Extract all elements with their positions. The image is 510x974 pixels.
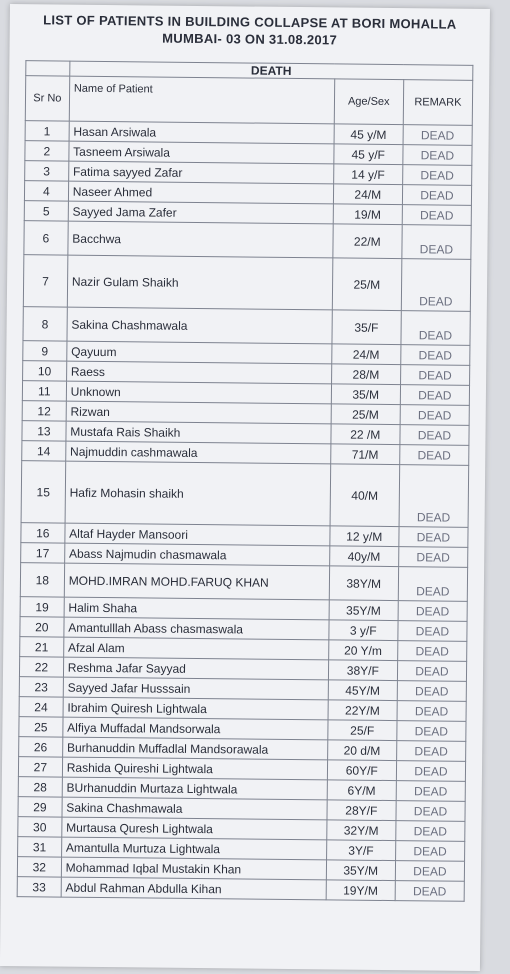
patient-name-cell: Amantulla Murtuza Lightwala — [61, 837, 326, 860]
table-row — [17, 877, 464, 902]
age-sex-cell: 12 y/M — [330, 526, 399, 547]
patient-name-cell: Tasneem Arsiwala — [69, 141, 334, 164]
patient-name-cell: Burhanuddin Muffadlal Mandsorawala — [62, 737, 327, 760]
sr-cell: 27 — [18, 757, 62, 777]
age-sex-cell: 32Y/M — [326, 820, 395, 841]
remark-cell: DEAD — [398, 601, 467, 622]
sr-cell: 31 — [18, 837, 62, 857]
sr-cell: 32 — [17, 857, 61, 877]
remark-cell: DEAD — [395, 861, 464, 882]
sr-cell: 12 — [22, 401, 66, 421]
remark-cell: DEAD — [400, 425, 469, 446]
section-heading: DEATH — [70, 61, 473, 80]
table-row — [23, 255, 471, 312]
age-sex-cell: 22 /M — [331, 424, 400, 445]
patient-name-cell: Naseer Ahmed — [68, 181, 333, 204]
patient-name-cell: Sayyed Jafar Husssain — [63, 677, 328, 700]
age-sex-cell: 45 y/M — [334, 124, 403, 145]
sr-cell: 13 — [22, 421, 66, 441]
remark-cell: DEAD — [402, 185, 471, 206]
age-sex-cell: 35Y/M — [326, 860, 395, 881]
sr-cell: 9 — [23, 341, 67, 361]
age-sex-cell: 71/M — [330, 444, 399, 465]
table-row — [23, 307, 470, 346]
patient-name-cell: Mustafa Rais Shaikh — [66, 421, 331, 444]
remark-cell: DEAD — [396, 781, 465, 802]
age-sex-cell: 40/M — [330, 464, 400, 527]
patient-name-cell: Sakina Chashmawala — [62, 797, 327, 820]
column-header-age: Age/Sex — [334, 79, 404, 125]
remark-cell: DEAD — [398, 567, 468, 602]
patients-table — [17, 60, 474, 902]
remark-cell: DEAD — [400, 445, 469, 466]
patient-name-cell: Raess — [66, 361, 331, 384]
remark-cell: DEAD — [400, 385, 469, 406]
document-title: LIST OF PATIENTS IN BUILDING COLLAPSE AT BORI MOHALLA — [43, 12, 457, 32]
patient-name-cell: Abdul Rahman Abdulla Kihan — [61, 877, 326, 900]
sr-cell: 28 — [18, 777, 62, 797]
document-subtitle: MUMBAI- 03 ON 31.08.2017 — [162, 30, 338, 48]
remark-cell: DEAD — [401, 259, 471, 312]
column-header-sr: Sr No — [25, 76, 69, 121]
remark-cell: DEAD — [395, 841, 464, 862]
sr-cell: 21 — [20, 637, 64, 657]
sr-cell: 25 — [19, 717, 63, 737]
age-sex-cell: 45 y/F — [334, 144, 403, 165]
patient-name-cell: Qayuum — [67, 341, 332, 364]
remark-cell: DEAD — [403, 125, 472, 146]
column-header-name: Name of Patient — [69, 76, 334, 124]
sr-cell: 7 — [23, 255, 67, 307]
age-sex-cell: 25/F — [328, 720, 397, 741]
patient-name-cell: MOHD.IMRAN MOHD.FARUQ KHAN — [64, 563, 329, 600]
age-sex-cell: 20 Y/m — [328, 640, 397, 661]
column-header-remark: REMARK — [403, 80, 473, 126]
sr-cell: 15 — [21, 461, 65, 523]
age-sex-cell: 28/M — [331, 364, 400, 385]
table-row — [20, 563, 467, 602]
remark-cell: DEAD — [397, 641, 466, 662]
age-sex-cell: 19Y/M — [326, 880, 395, 901]
patient-name-cell: Abass Najmudin chasmawala — [64, 543, 329, 566]
remark-cell: DEAD — [396, 821, 465, 842]
patient-name-cell: Sakina Chashmawala — [67, 307, 332, 344]
remark-cell: DEAD — [396, 741, 465, 762]
table-row — [24, 221, 471, 260]
patient-name-cell: Fatima sayyed Zafar — [68, 161, 333, 184]
age-sex-cell: 3Y/F — [326, 840, 395, 861]
sr-cell: 14 — [22, 441, 66, 461]
age-sex-cell: 35/F — [332, 310, 401, 345]
sr-cell: 10 — [23, 361, 67, 381]
patient-name-cell: Afzal Alam — [63, 637, 328, 660]
age-sex-cell: 22/M — [333, 224, 402, 259]
remark-cell: DEAD — [397, 681, 466, 702]
blank-cell — [26, 61, 70, 76]
age-sex-cell: 38Y/F — [328, 660, 397, 681]
age-sex-cell: 38Y/M — [329, 566, 398, 601]
patient-name-cell: Hafiz Mohasin shaikh — [65, 461, 331, 526]
age-sex-cell: 14 y/F — [333, 164, 402, 185]
age-sex-cell: 35Y/M — [329, 600, 398, 621]
sr-cell: 8 — [23, 307, 67, 341]
sr-cell: 16 — [21, 523, 65, 543]
age-sex-cell: 35/M — [331, 384, 400, 405]
age-sex-cell: 45Y/M — [328, 680, 397, 701]
sr-cell: 1 — [25, 121, 69, 141]
sr-cell: 33 — [17, 877, 61, 897]
patient-name-cell: Halim Shaha — [64, 597, 329, 620]
age-sex-cell: 25/M — [331, 404, 400, 425]
patient-name-cell: Amantulllah Abass chasmaswala — [64, 617, 329, 640]
patient-name-cell: Rizwan — [66, 401, 331, 424]
remark-cell: DEAD — [403, 145, 472, 166]
remark-cell: DEAD — [401, 311, 471, 346]
sr-cell: 5 — [24, 201, 68, 221]
sr-cell: 26 — [19, 737, 63, 757]
sr-cell: 2 — [25, 141, 69, 161]
patient-name-cell: Sayyed Jama Zafer — [68, 201, 333, 224]
patient-name-cell: Najmuddin cashmawala — [65, 441, 330, 464]
table-row — [21, 461, 469, 528]
patient-name-cell: Nazir Gulam Shaikh — [67, 255, 332, 310]
age-sex-cell: 40y/M — [329, 546, 398, 567]
sr-cell: 29 — [18, 797, 62, 817]
remark-cell: DEAD — [398, 621, 467, 642]
patient-name-cell: Reshma Jafar Sayyad — [63, 657, 328, 680]
document-page — [0, 4, 490, 971]
patient-name-cell: Alfiya Muffadal Mandsorwala — [63, 717, 328, 740]
age-sex-cell: 60Y/F — [327, 760, 396, 781]
remark-cell: DEAD — [397, 661, 466, 682]
remark-cell: DEAD — [398, 547, 467, 568]
sr-cell: 19 — [20, 597, 64, 617]
sr-cell: 23 — [19, 677, 63, 697]
remark-cell: DEAD — [399, 465, 469, 528]
remark-cell: DEAD — [397, 701, 466, 722]
age-sex-cell: 19/M — [333, 204, 402, 225]
remark-cell: DEAD — [400, 405, 469, 426]
sr-cell: 3 — [25, 161, 69, 181]
remark-cell: DEAD — [396, 801, 465, 822]
sr-cell: 18 — [20, 563, 64, 597]
patients-table-body — [17, 121, 472, 902]
remark-cell: DEAD — [396, 761, 465, 782]
age-sex-cell: 6Y/M — [327, 780, 396, 801]
patient-name-cell: Unknown — [66, 381, 331, 404]
patient-name-cell: Bacchwa — [68, 221, 333, 258]
remark-cell: DEAD — [395, 881, 464, 902]
patient-name-cell: Mohammad Iqbal Mustakin Khan — [61, 857, 326, 880]
age-sex-cell: 22Y/M — [328, 700, 397, 721]
age-sex-cell: 25/M — [332, 258, 402, 311]
sr-cell: 30 — [18, 817, 62, 837]
sr-cell: 24 — [19, 697, 63, 717]
patient-name-cell: Rashida Quireshi Lightwala — [62, 757, 327, 780]
patient-name-cell: Hasan Arsiwala — [69, 121, 334, 144]
sr-cell: 17 — [21, 543, 65, 563]
remark-cell: DEAD — [402, 205, 471, 226]
sr-cell: 4 — [24, 181, 68, 201]
remark-cell: DEAD — [402, 225, 472, 260]
remark-cell: DEAD — [400, 365, 469, 386]
remark-cell: DEAD — [397, 721, 466, 742]
age-sex-cell: 24/M — [333, 184, 402, 205]
sr-cell: 11 — [22, 381, 66, 401]
age-sex-cell: 24/M — [331, 344, 400, 365]
patient-name-cell: Murtausa Quresh Lightwala — [62, 817, 327, 840]
sr-cell: 6 — [24, 221, 68, 255]
sr-cell: 22 — [19, 657, 63, 677]
sr-cell: 20 — [20, 617, 64, 637]
patient-name-cell: Altaf Hayder Mansoori — [65, 523, 330, 546]
remark-cell: DEAD — [402, 165, 471, 186]
patient-name-cell: BUrhanuddin Murtaza Lightwala — [62, 777, 327, 800]
remark-cell: DEAD — [399, 527, 468, 548]
age-sex-cell: 3 y/F — [329, 620, 398, 641]
patient-name-cell: Ibrahim Quiresh Lightwala — [63, 697, 328, 720]
remark-cell: DEAD — [401, 345, 470, 366]
age-sex-cell: 28Y/F — [327, 800, 396, 821]
age-sex-cell: 20 d/M — [327, 740, 396, 761]
